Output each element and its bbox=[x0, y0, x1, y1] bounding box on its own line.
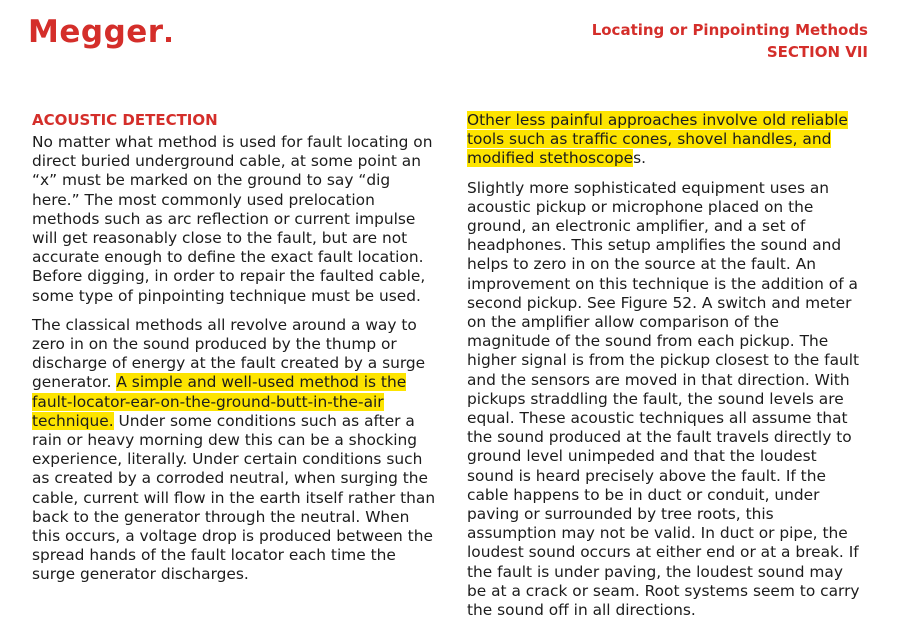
section-title: SECTION VII bbox=[766, 43, 868, 61]
highlighted-text: A simple and well-used method is the fault-locator-ear-on-the-ground-butt-in-the-air technique. bbox=[32, 373, 407, 430]
text-run: s. bbox=[633, 149, 647, 168]
chapter-title: Locating or Pinpointing Methods bbox=[591, 21, 868, 39]
left-column bbox=[32, 111, 436, 595]
paragraph: No matter what method is used for fault locating on direct buried underground cable, at some point an “x” must be marked on the ground to say “dig here.” The most commonly used prelocation methods such as arc reflection or current impulse will get reasonably close to the fault, but are not accurate enough to define the exact fault location. Before digging, in order to repair the faulted cable, some type of pinpointing technique must be used. bbox=[32, 133, 433, 305]
right-column bbox=[467, 111, 867, 630]
highlighted-text: Other less painful approaches involve old reliable tools such as traffic cones, shovel handles, and modified stethoscope bbox=[467, 111, 848, 168]
section-heading: ACOUSTIC DETECTION bbox=[32, 111, 218, 129]
text-run: The classical methods all revolve around a way to zero in on the sound produced by the thump or discharge of energy at the fault created by a surge generator. bbox=[32, 315, 426, 392]
text-run: Under some conditions such as after a rain or heavy morning dew this can be a shocking experience, literally. Under certain conditions such as created by a corroded neutral, when surging the cable, current will flow in the earth itself rather than back to the generator through the neutral. When this occurs, a voltage drop is produced between the spread hands of the fault locator each time the surge generator discharges. bbox=[32, 411, 436, 584]
megger-logo: Megger bbox=[28, 14, 171, 50]
logo-dot bbox=[166, 37, 171, 42]
page-header bbox=[592, 19, 868, 63]
paragraph bbox=[32, 316, 436, 585]
paragraph: Slightly more sophisticated equipment uses an acoustic pickup or microphone placed on the ground, an electronic amplifier, and a set of headphones. This setup amplifies the sound and helps to zero in on the source at the fault. An improvement on this technique is the addition of a second pickup. See Figure 52. A switch and meter on the amplifier allow comparison of the magnitude of the sound from each pickup. The higher signal is from the pickup closest to the fault and the sensors are moved in that direction. With pickups straddling the fault, the sound levels are equal. These acoustic techniques all assume that the sound produced at the fault travels directly to ground level unimpeded and that the loudest sound is heard precisely above the fault. If the cable happens to be in duct or conduit, under paving or surrounded by tree roots, this assumption may not be valid. In duct or pipe, the loudest sound occurs at either end or at a break. If the fault is under paving, the loudest sound may be at a crack or seam. Root systems seem to carry the sound off in all directions. bbox=[467, 178, 860, 620]
paragraph bbox=[467, 111, 867, 169]
